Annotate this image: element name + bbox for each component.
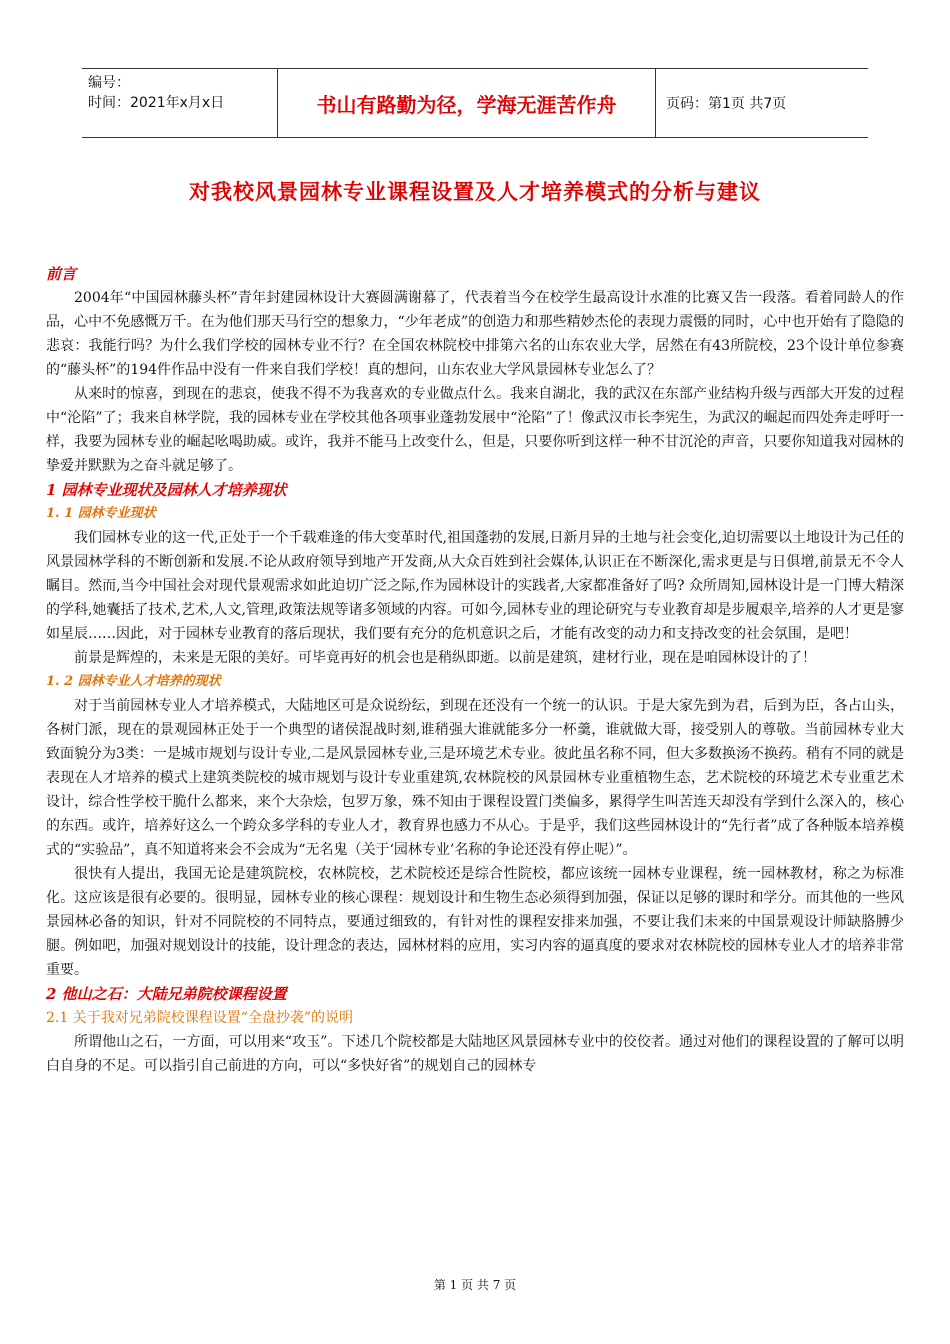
section-1-2-paragraph-2: 很快有人提出，我国无论是建筑院校，农林院校，艺术院校还是综合性院校，都应该统一园林专业课程，统一园林教材，称之为标准化。这应该是很有必要的。很明显，园林专业的核心课程：规划设计和生物生态必须得到加强，保证以足够的课时和学分。而其他的一些风景园林必备的知识，针对不同院校的不同特点，要通过细致的，有针对性的课程安排来加强，不要让我们未来的中国景观设计师缺胳膊少腿。例如吧，加强对规划设计的技能，设计理念的表达，园林材料的应用，实习内容的逼真度的要求对农林院校的园林专业人才的培养非常重要。 (46, 866, 904, 978)
section-2-heading: 2 他山之石：大陆兄弟院校课程设置 (46, 985, 287, 1003)
time-label: 时间：2021年x月x日 (88, 95, 225, 111)
header-page-info: 页码：第1页 共7页 (666, 96, 787, 112)
section-1-1-heading: 1. 1 园林专业现状 (46, 506, 156, 521)
section-1-2-paragraph-1: 对于当前园林专业人才培养模式，大陆地区可是众说纷纭，到现在还没有一个统一的认识。于是大家先到为君，后到为臣，各占山头，各树门派，现在的景观园林正处于一个典型的诸侯混战时刻,谁稍强大谁就能多分一杯羹，谁就做大哥，接受别人的尊敬。当前园林专业大致面貌分为3类：一是城市规划与设计专业,二是风景园林专业,三是环境艺术专业。彼此虽名称不同，但大多数换汤不换药。稍有不同的就是表现在人才培养的模式上建筑类院校的城市规划与设计专业重建筑,农林院校的风景园林专业重植物生态，艺术院校的环境艺术专业重艺术设计，综合性学校干脆什么都来，来个大杂烩，包罗万象，殊不知由于课程设置门类偏多，累得学生叫苦连天却没有学到什么深入的，核心的东西。或许，培养好这么一个跨众多学科的专业人才，教育界也感力不从心。于是乎，我们这些园林设计的“先行者”成了各种版本培养模式的“实验品”，真不知道将来会不会成为“无名鬼（关于‘园林专业’名称的争论还没有停止呢）”。 (46, 698, 904, 858)
document-body (46, 262, 904, 1078)
header-motto: 书山有路勤为径，学海无涯苦作舟 (278, 69, 656, 137)
section-2-1-heading: 2.1 关于我对兄弟院校课程设置“全盘抄袭”的说明 (46, 1010, 354, 1026)
number-label: 编号： (88, 75, 130, 91)
header-meta (82, 69, 278, 137)
preface-heading: 前言 (46, 265, 77, 283)
preface-paragraph-1: 2004年“中国园林藤头杯”青年封建园林设计大赛圆满谢幕了，代表着当今在校学生最高设计水准的比赛又告一段落。看着同龄人的作品，心中不免感慨万千。在为他们那天马行空的想象力，“少年老成”的创造力和那些精妙杰伦的表现力震慑的同时，心中也开始有了隐隐的悲哀：我能行吗？为什么我们学校的园林专业不行？在全国农林院校中排第六名的山东农业大学，居然在有43所院校，23个设计单位参赛的“藤头杯”的194件作品中没有一件来自我们学校！真的想问，山东农业大学风景园林专业怎么了？ (46, 290, 904, 378)
section-2-1-paragraph-1: 所谓他山之石，一方面，可以用来“攻玉”。下述几个院校都是大陆地区风景园林专业中的佼佼者。通过对他们的课程设置的了解可以明白自身的不足。可以指引自己前进的方向，可以“多快好省”的规划自己的园林专 (46, 1034, 904, 1074)
section-1-1-paragraph-2: 前景是辉煌的，未来是无限的美好。可毕竟再好的机会也是稍纵即逝。以前是建筑，建材行业，现在是咱园林设计的了！ (74, 650, 816, 666)
section-1-2-heading: 1. 2 园林专业人才培养的现状 (46, 674, 221, 689)
header-table (82, 68, 868, 138)
preface-paragraph-2: 从来时的惊喜，到现在的悲哀，使我不得不为我喜欢的专业做点什么。我来自湖北，我的武汉在东部产业结构升级与西部大开发的过程中“沦陷”了；我来自林学院，我的园林专业在学校其他各项事业蓬勃发展中“沦陷”了！像武汉市长李宪生，为武汉的崛起而四处奔走呼吁一样，我要为园林专业的崛起吆喝助威。或许，我并不能马上改变什么，但是，只要你听到这样一种不甘沉沦的声音，只要你知道我对园林的挚爱并默默为之奋斗就足够了。 (46, 386, 904, 474)
section-1-heading: 1 园林专业现状及园林人才培养现状 (46, 481, 287, 499)
section-1-1-paragraph-1: 我们园林专业的这一代,正处于一个千载难逢的伟大变革时代,祖国蓬勃的发展,日新月异的土地与社会变化,迫切需要以土地设计为己任的风景园林学科的不断创新和发展.不论从政府领导到地产开发商,从大众百姓到社会媒体,认识正在不断深化,需求更是与日俱增,前景无不令人瞩目。然而,当今中国社会对现代景观需求如此迫切广泛之际,作为园林设计的实践者,大家都准备好了吗? 众所周知,园林设计是一门博大精深的学科,她囊括了技术,艺术,人文,管理,政策法规等诸多领域的内容。可如今,园林专业的理论研究与专业教育却是步履艰辛,培养的人才更是寥如星辰……因此，对于园林专业教育的落后现状，我们要有充分的危机意识之后，才能有改变的动力和支持改变的社会氛围，是吧！ (46, 530, 904, 642)
document-title: 对我校风景园林专业课程设置及人才培养模式的分析与建议 (189, 179, 761, 204)
page-footer: 第 1 页 共 7 页 (433, 1278, 517, 1292)
